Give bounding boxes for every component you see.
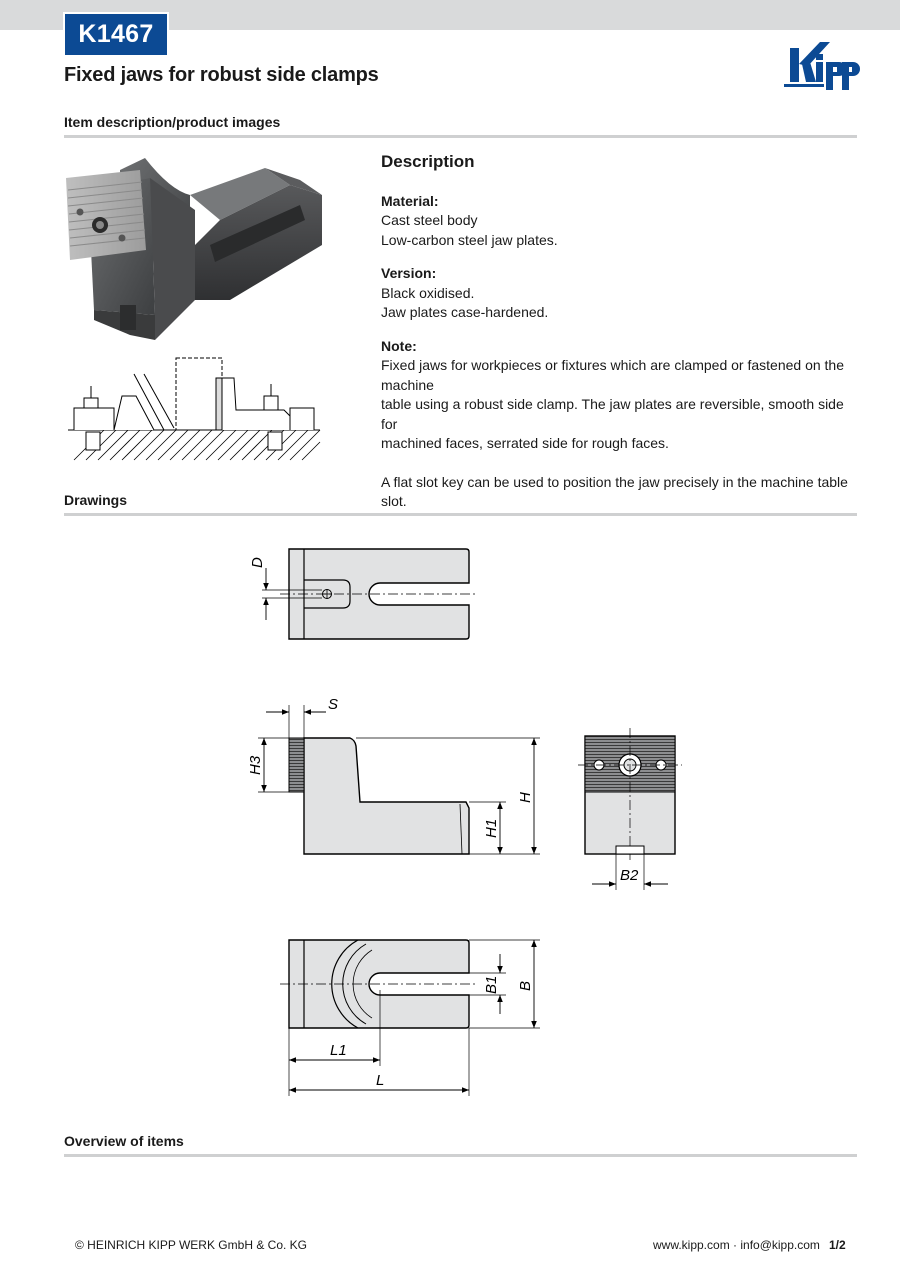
note-line: machined faces, serrated side for rough faces.	[381, 435, 669, 451]
dim-l1: L1	[330, 1042, 347, 1059]
top-view-slot	[249, 549, 475, 639]
rule-item-description	[64, 135, 857, 138]
material-line: Low-carbon steel jaw plates.	[381, 231, 558, 248]
dim-h3: H3	[247, 755, 264, 775]
page-title: Fixed jaws for robust side clamps	[64, 64, 379, 86]
footer-copyright: © HEINRICH KIPP WERK GmbH & Co. KG	[75, 1238, 307, 1252]
rule-drawings	[64, 513, 857, 516]
kipp-logo-text: Kipp	[782, 38, 785, 39]
note-extra: A flat slot key can be used to position the jaw precisely in the machine table slot.	[381, 473, 848, 509]
side-view	[247, 696, 540, 854]
note-line: table using a robust side clamp. The jaw plates are reversible, smooth side for	[381, 396, 844, 432]
technical-drawings	[230, 530, 700, 1110]
material-block	[381, 192, 861, 251]
section-overview: Overview of items	[64, 1133, 184, 1149]
bottom-view	[280, 940, 540, 1096]
dim-b: B	[517, 980, 534, 991]
version-block	[381, 264, 861, 323]
section-drawings: Drawings	[64, 492, 128, 508]
product-image	[60, 150, 330, 350]
material-line: Cast steel body	[381, 212, 478, 228]
dim-s: S	[328, 696, 339, 713]
dim-b2: B2	[620, 867, 639, 884]
dim-l: L	[376, 1072, 385, 1089]
dim-d: D	[249, 557, 266, 568]
footer-contact[interactable]: www.kipp.com · info@kipp.com	[653, 1238, 820, 1252]
note-line: Fixed jaws for workpieces or fixtures which are clamped or fastened on the machine	[381, 357, 844, 393]
version-line: Jaw plates case-hardened.	[381, 304, 549, 320]
front-view	[578, 728, 682, 890]
material-label: Material:	[381, 192, 439, 209]
version-line: Black oxidised.	[381, 284, 475, 301]
rule-overview	[64, 1154, 857, 1157]
installation-drawing	[64, 350, 324, 462]
dim-h1: H1	[483, 818, 500, 838]
dim-h: H	[517, 792, 534, 803]
footer-page-number: 1/2	[829, 1238, 846, 1252]
product-code-badge: K1467	[63, 12, 169, 57]
description-block	[381, 152, 861, 512]
note-label: Note:	[381, 337, 417, 354]
note-block	[381, 337, 861, 454]
kipp-logo	[782, 38, 860, 94]
description-heading: Description	[381, 152, 475, 171]
dim-b1: B1	[483, 975, 500, 994]
section-item-description: Item description/product images	[64, 114, 281, 130]
version-label: Version:	[381, 265, 437, 281]
